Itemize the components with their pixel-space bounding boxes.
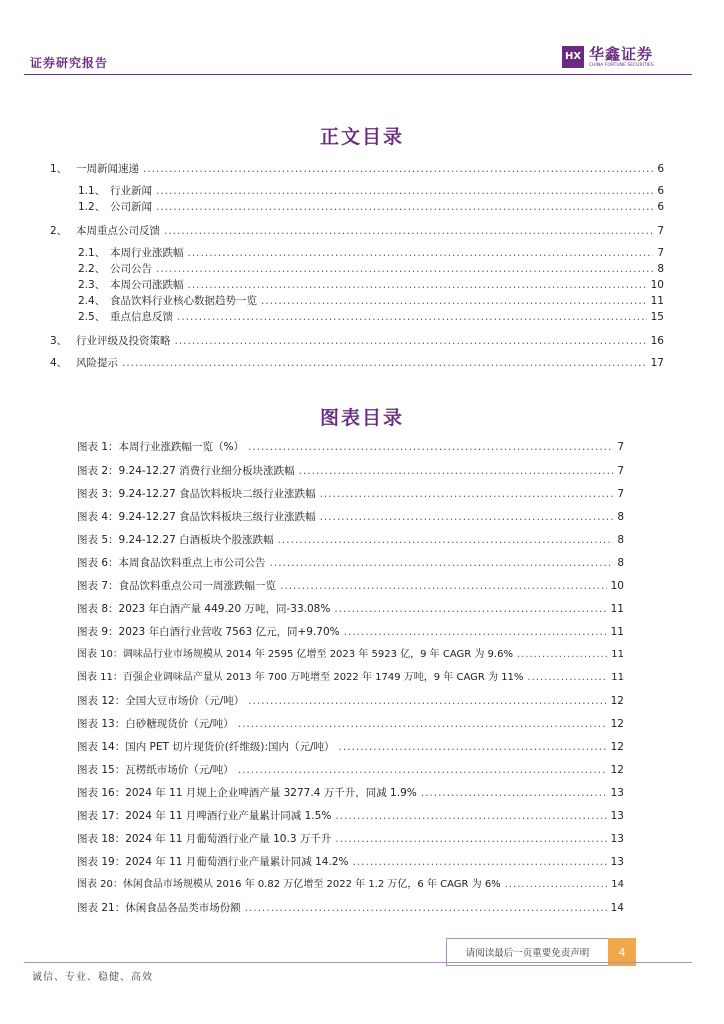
figures-title: 图表目录 <box>319 407 404 429</box>
toc-item[interactable]: 1、 一周新闻速递 ..... 6 <box>50 162 664 176</box>
toc-title: 正文目录 <box>319 126 404 148</box>
figure-item[interactable]: 图表 11：百强企业调味品产量从 2013 年 700 万吨增至 2022 年 1749 万吨，9 年 CAGR 为 11% ..... 11 <box>77 671 624 685</box>
toc-item[interactable]: 1.2、 公司新闻 ..... 6 <box>78 200 664 214</box>
page-number: 4 <box>608 938 636 966</box>
figure-item[interactable]: 图表 7：食品饮料重点公司一周涨跌幅一览 ..... 10 <box>77 579 624 593</box>
figure-item[interactable]: 图表 15：瓦楞纸市场价（元/吨） ..... 12 <box>77 763 624 777</box>
figure-item[interactable]: 图表 17：2024 年 11 月啤酒行业产量累计同减 1.5% ..... 13 <box>77 809 624 823</box>
figure-item[interactable]: 图表 13：白砂糖现货价（元/吨） ..... 12 <box>77 717 624 731</box>
disclaimer-notice: 请阅读最后一页重要免责声明 <box>446 938 608 966</box>
toc-item[interactable]: 2.4、 食品饮料行业核心数据趋势一览 ..... 11 <box>78 294 664 308</box>
logo-icon: HX <box>562 46 584 68</box>
figure-item[interactable]: 图表 20：休闲食品市场规模从 2016 年 0.82 万亿增至 2022 年 1.2 万亿，6 年 CAGR 为 6% ..... 14 <box>77 878 624 892</box>
figure-item[interactable]: 图表 19：2024 年 11 月葡萄酒行业产量累计同减 14.2% ..... 13 <box>77 855 624 869</box>
figure-item[interactable]: 图表 10：调味品行业市场规模从 2014 年 2595 亿增至 2023 年 5923 亿，9 年 CAGR 为 9.6% ..... 11 <box>77 648 624 662</box>
figure-item[interactable]: 图表 8：2023 年白酒产量 449.20 万吨，同-33.08% ..... 11 <box>77 602 624 616</box>
figure-item[interactable]: 图表 4：9.24-12.27 食品饮料板块三级行业涨跌幅 ..... 8 <box>77 510 624 524</box>
toc-item[interactable]: 2.2、 公司公告 ..... 8 <box>78 262 664 276</box>
report-type-label: 证券研究报告 <box>30 56 109 70</box>
toc-item[interactable]: 4、 风险提示 ..... 17 <box>50 356 664 370</box>
figure-item[interactable]: 图表 14：国内 PET 切片现货价(纤维级):国内（元/吨） ..... 12 <box>77 740 624 754</box>
logo-english-name: CHINA FORTUNE SECURITIES <box>589 63 654 68</box>
figure-item[interactable]: 图表 2：9.24-12.27 消费行业细分板块涨跌幅 ..... 7 <box>77 464 624 478</box>
figure-item[interactable]: 图表 9：2023 年白酒行业营收 7563 亿元，同+9.70% ..... 11 <box>77 625 624 639</box>
figure-item[interactable]: 图表 3：9.24-12.27 食品饮料板块二级行业涨跌幅 ..... 7 <box>77 487 624 501</box>
toc-item[interactable]: 3、 行业评级及投资策略 ..... 16 <box>50 334 664 348</box>
figure-item[interactable]: 图表 6：本周食品饮料重点上市公司公告 ..... 8 <box>77 556 624 570</box>
figure-item[interactable]: 图表 21：休闲食品各品类市场份额 ..... 14 <box>77 901 624 915</box>
company-motto: 诚信、专业、稳健、高效 <box>32 972 153 983</box>
figure-item[interactable]: 图表 16：2024 年 11 月规上企业啤酒产量 3277.4 万千升，同减 1.9% ..... 13 <box>77 786 624 800</box>
figure-item[interactable]: 图表 12：全国大豆市场价（元/吨） ..... 12 <box>77 694 624 708</box>
company-logo <box>562 46 654 72</box>
figure-item[interactable]: 图表 18：2024 年 11 月葡萄酒行业产量 10.3 万千升 ..... 13 <box>77 832 624 846</box>
toc-item[interactable]: 2、 本周重点公司反馈 ..... 7 <box>50 224 664 238</box>
toc-item[interactable]: 1.1、 行业新闻 ..... 6 <box>78 184 664 198</box>
toc-item[interactable]: 2.5、 重点信息反馈 ..... 15 <box>78 310 664 324</box>
figure-item[interactable]: 图表 1：本周行业涨跌幅一览（%） ..... 7 <box>77 440 624 454</box>
footer-divider <box>24 962 692 963</box>
header-divider <box>24 74 692 75</box>
logo-chinese-name: 华鑫证券 <box>589 45 654 63</box>
toc-item[interactable]: 2.3、 本周公司涨跌幅 ..... 10 <box>78 278 664 292</box>
figure-item[interactable]: 图表 5：9.24-12.27 白酒板块个股涨跌幅 ..... 8 <box>77 533 624 547</box>
toc-item[interactable]: 2.1、 本周行业涨跌幅 ..... 7 <box>78 246 664 260</box>
